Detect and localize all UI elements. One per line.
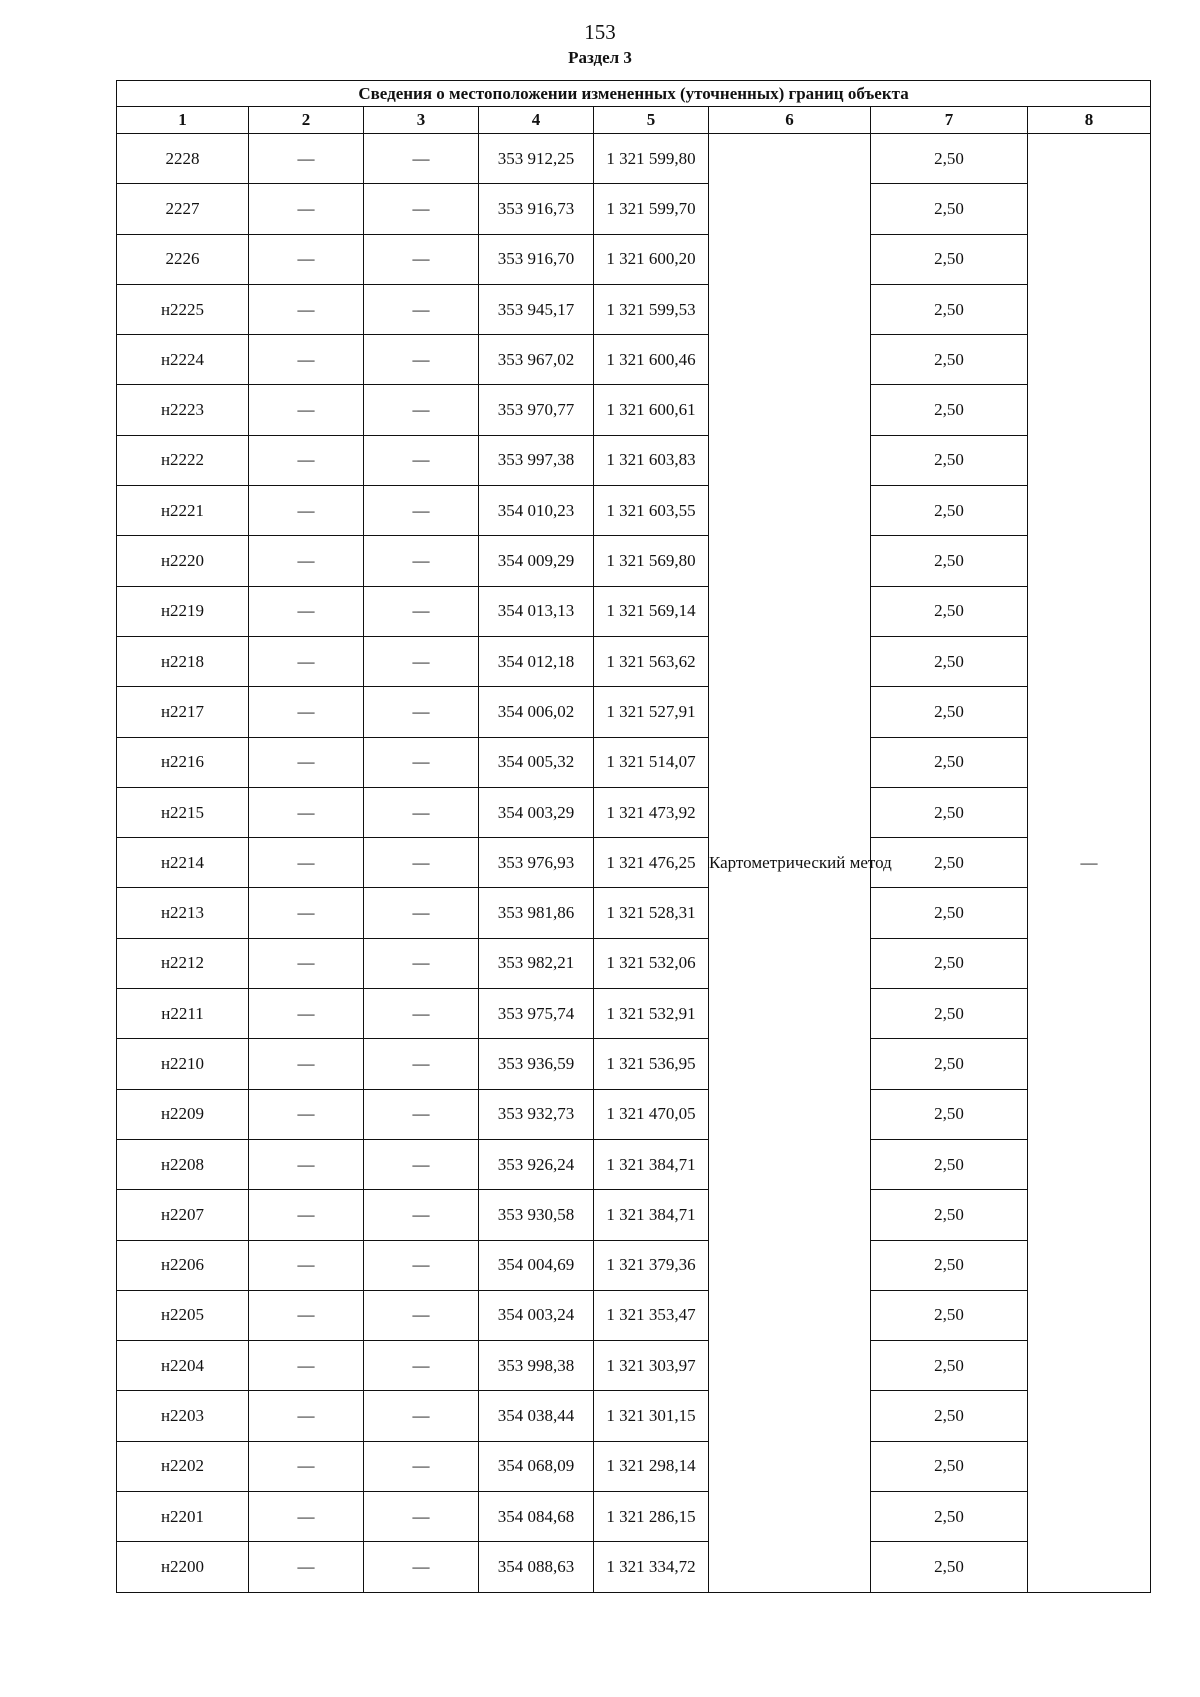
x-coordinate-cell: 354 003,29 — [479, 787, 594, 837]
point-number-cell: н2217 — [117, 687, 249, 737]
accuracy-cell: 2,50 — [871, 938, 1028, 988]
table-row — [117, 385, 1151, 435]
column-2-cell: — — [249, 335, 364, 385]
point-number-cell: 2228 — [117, 134, 249, 184]
point-number-cell: н2207 — [117, 1190, 249, 1240]
column-header-6: 6 — [709, 107, 871, 134]
accuracy-cell: 2,50 — [871, 1341, 1028, 1391]
accuracy-cell: 2,50 — [871, 335, 1028, 385]
column-3-cell: — — [364, 536, 479, 586]
column-header-5: 5 — [594, 107, 709, 134]
point-number-cell: н2224 — [117, 335, 249, 385]
point-number-cell: н2223 — [117, 385, 249, 435]
column-2-cell: — — [249, 486, 364, 536]
table-row — [117, 284, 1151, 334]
y-coordinate-cell: 1 321 600,61 — [594, 385, 709, 435]
column-3-cell: — — [364, 1391, 479, 1441]
table-row — [117, 486, 1151, 536]
y-coordinate-cell: 1 321 334,72 — [594, 1542, 709, 1592]
column-3-cell: — — [364, 838, 479, 888]
accuracy-cell: 2,50 — [871, 989, 1028, 1039]
table-row — [117, 134, 1151, 184]
point-number-cell: н2208 — [117, 1139, 249, 1189]
table-row — [117, 1441, 1151, 1491]
column-3-cell: — — [364, 737, 479, 787]
column-2-cell: — — [249, 1139, 364, 1189]
point-number-cell: н2213 — [117, 888, 249, 938]
column-2-cell: — — [249, 134, 364, 184]
accuracy-cell: 2,50 — [871, 838, 1028, 888]
y-coordinate-cell: 1 321 470,05 — [594, 1089, 709, 1139]
accuracy-cell: 2,50 — [871, 1492, 1028, 1542]
table-row — [117, 184, 1151, 234]
table-row — [117, 234, 1151, 284]
y-coordinate-cell: 1 321 353,47 — [594, 1290, 709, 1340]
x-coordinate-cell: 354 010,23 — [479, 486, 594, 536]
y-coordinate-cell: 1 321 600,46 — [594, 335, 709, 385]
point-number-cell: н2201 — [117, 1492, 249, 1542]
column-8-cell: — — [1028, 134, 1151, 1593]
y-coordinate-cell: 1 321 599,80 — [594, 134, 709, 184]
y-coordinate-cell: 1 321 514,07 — [594, 737, 709, 787]
table-row — [117, 1240, 1151, 1290]
column-3-cell: — — [364, 586, 479, 636]
table-row — [117, 636, 1151, 686]
column-3-cell: — — [364, 989, 479, 1039]
table-row — [117, 989, 1151, 1039]
point-number-cell: н2209 — [117, 1089, 249, 1139]
table-row — [117, 335, 1151, 385]
accuracy-cell: 2,50 — [871, 1139, 1028, 1189]
point-number-cell: н2215 — [117, 787, 249, 837]
column-3-cell: — — [364, 385, 479, 435]
y-coordinate-cell: 1 321 599,70 — [594, 184, 709, 234]
table-row — [117, 586, 1151, 636]
table-row — [117, 787, 1151, 837]
accuracy-cell: 2,50 — [871, 1290, 1028, 1340]
accuracy-cell: 2,50 — [871, 787, 1028, 837]
column-2-cell: — — [249, 1391, 364, 1441]
accuracy-cell: 2,50 — [871, 134, 1028, 184]
column-3-cell: — — [364, 787, 479, 837]
x-coordinate-cell: 353 975,74 — [479, 989, 594, 1039]
accuracy-cell: 2,50 — [871, 1542, 1028, 1592]
point-number-cell: н2216 — [117, 737, 249, 787]
accuracy-cell: 2,50 — [871, 1039, 1028, 1089]
x-coordinate-cell: 353 916,73 — [479, 184, 594, 234]
accuracy-cell: 2,50 — [871, 284, 1028, 334]
column-2-cell: — — [249, 838, 364, 888]
x-coordinate-cell: 353 981,86 — [479, 888, 594, 938]
point-number-cell: 2226 — [117, 234, 249, 284]
column-header-8: 8 — [1028, 107, 1151, 134]
column-2-cell: — — [249, 284, 364, 334]
table-row — [117, 1039, 1151, 1089]
table-body — [117, 134, 1151, 1593]
x-coordinate-cell: 353 912,25 — [479, 134, 594, 184]
accuracy-cell: 2,50 — [871, 1240, 1028, 1290]
y-coordinate-cell: 1 321 301,15 — [594, 1391, 709, 1441]
point-number-cell: н2202 — [117, 1441, 249, 1491]
column-2-cell: — — [249, 1190, 364, 1240]
column-number-row — [117, 107, 1151, 134]
table-title: Сведения о местоположении измененных (уточненных) границ объекта — [117, 81, 1151, 107]
accuracy-cell: 2,50 — [871, 385, 1028, 435]
y-coordinate-cell: 1 321 473,92 — [594, 787, 709, 837]
accuracy-cell: 2,50 — [871, 435, 1028, 485]
column-2-cell: — — [249, 888, 364, 938]
x-coordinate-cell: 354 068,09 — [479, 1441, 594, 1491]
column-2-cell: — — [249, 385, 364, 435]
column-2-cell: — — [249, 1290, 364, 1340]
column-3-cell: — — [364, 1492, 479, 1542]
point-number-cell: н2205 — [117, 1290, 249, 1340]
boundary-coordinates-table — [116, 80, 1151, 1593]
column-2-cell: — — [249, 1492, 364, 1542]
point-number-cell: н2225 — [117, 284, 249, 334]
y-coordinate-cell: 1 321 528,31 — [594, 888, 709, 938]
y-coordinate-cell: 1 321 600,20 — [594, 234, 709, 284]
x-coordinate-cell: 353 970,77 — [479, 385, 594, 435]
table-row — [117, 1542, 1151, 1592]
column-2-cell: — — [249, 1089, 364, 1139]
column-header-7: 7 — [871, 107, 1028, 134]
accuracy-cell: 2,50 — [871, 888, 1028, 938]
column-3-cell: — — [364, 1542, 479, 1592]
point-number-cell: н2206 — [117, 1240, 249, 1290]
column-2-cell: — — [249, 737, 364, 787]
y-coordinate-cell: 1 321 569,80 — [594, 536, 709, 586]
column-2-cell: — — [249, 184, 364, 234]
point-number-cell: н2210 — [117, 1039, 249, 1089]
table-row — [117, 1190, 1151, 1240]
point-number-cell: н2218 — [117, 636, 249, 686]
point-number-cell: н2204 — [117, 1341, 249, 1391]
accuracy-cell: 2,50 — [871, 1441, 1028, 1491]
column-2-cell: — — [249, 636, 364, 686]
table-row — [117, 1290, 1151, 1340]
column-3-cell: — — [364, 1039, 479, 1089]
table-row — [117, 1089, 1151, 1139]
column-header-1: 1 — [117, 107, 249, 134]
y-coordinate-cell: 1 321 532,06 — [594, 938, 709, 988]
column-2-cell: — — [249, 787, 364, 837]
column-3-cell: — — [364, 1190, 479, 1240]
x-coordinate-cell: 354 009,29 — [479, 536, 594, 586]
x-coordinate-cell: 353 982,21 — [479, 938, 594, 988]
column-2-cell: — — [249, 1240, 364, 1290]
x-coordinate-cell: 354 013,13 — [479, 586, 594, 636]
x-coordinate-cell: 353 916,70 — [479, 234, 594, 284]
column-3-cell: — — [364, 687, 479, 737]
column-2-cell: — — [249, 234, 364, 284]
x-coordinate-cell: 354 005,32 — [479, 737, 594, 787]
x-coordinate-cell: 353 967,02 — [479, 335, 594, 385]
accuracy-cell: 2,50 — [871, 184, 1028, 234]
x-coordinate-cell: 354 003,24 — [479, 1290, 594, 1340]
y-coordinate-cell: 1 321 286,15 — [594, 1492, 709, 1542]
y-coordinate-cell: 1 321 532,91 — [594, 989, 709, 1039]
accuracy-cell: 2,50 — [871, 636, 1028, 686]
point-number-cell: н2214 — [117, 838, 249, 888]
accuracy-cell: 2,50 — [871, 536, 1028, 586]
column-3-cell: — — [364, 636, 479, 686]
column-3-cell: — — [364, 184, 479, 234]
table-row — [117, 888, 1151, 938]
x-coordinate-cell: 353 932,73 — [479, 1089, 594, 1139]
page-number: 153 — [584, 20, 616, 44]
point-number-cell: н2219 — [117, 586, 249, 636]
column-3-cell: — — [364, 284, 479, 334]
x-coordinate-cell: 354 088,63 — [479, 1542, 594, 1592]
section-title: Раздел 3 — [568, 48, 632, 67]
column-3-cell: — — [364, 1290, 479, 1340]
x-coordinate-cell: 354 084,68 — [479, 1492, 594, 1542]
column-3-cell: — — [364, 134, 479, 184]
x-coordinate-cell: 353 930,58 — [479, 1190, 594, 1240]
x-coordinate-cell: 354 004,69 — [479, 1240, 594, 1290]
table-row — [117, 1391, 1151, 1441]
column-header-4: 4 — [479, 107, 594, 134]
x-coordinate-cell: 353 998,38 — [479, 1341, 594, 1391]
point-number-cell: н2221 — [117, 486, 249, 536]
y-coordinate-cell: 1 321 603,55 — [594, 486, 709, 536]
column-header-3: 3 — [364, 107, 479, 134]
method-cell: Картометрический метод — [709, 134, 871, 1593]
y-coordinate-cell: 1 321 298,14 — [594, 1441, 709, 1491]
point-number-cell: н2211 — [117, 989, 249, 1039]
accuracy-cell: 2,50 — [871, 586, 1028, 636]
accuracy-cell: 2,50 — [871, 687, 1028, 737]
column-3-cell: — — [364, 888, 479, 938]
y-coordinate-cell: 1 321 303,97 — [594, 1341, 709, 1391]
y-coordinate-cell: 1 321 569,14 — [594, 586, 709, 636]
x-coordinate-cell: 353 936,59 — [479, 1039, 594, 1089]
point-number-cell: н2203 — [117, 1391, 249, 1441]
y-coordinate-cell: 1 321 384,71 — [594, 1139, 709, 1189]
y-coordinate-cell: 1 321 379,36 — [594, 1240, 709, 1290]
accuracy-cell: 2,50 — [871, 1190, 1028, 1240]
accuracy-cell: 2,50 — [871, 486, 1028, 536]
x-coordinate-cell: 354 038,44 — [479, 1391, 594, 1441]
x-coordinate-cell: 354 006,02 — [479, 687, 594, 737]
column-2-cell: — — [249, 435, 364, 485]
x-coordinate-cell: 353 945,17 — [479, 284, 594, 334]
point-number-cell: н2200 — [117, 1542, 249, 1592]
table-row — [117, 737, 1151, 787]
y-coordinate-cell: 1 321 603,83 — [594, 435, 709, 485]
y-coordinate-cell: 1 321 536,95 — [594, 1039, 709, 1089]
column-3-cell: — — [364, 1089, 479, 1139]
table-row — [117, 435, 1151, 485]
column-3-cell: — — [364, 335, 479, 385]
column-2-cell: — — [249, 938, 364, 988]
column-2-cell: — — [249, 536, 364, 586]
y-coordinate-cell: 1 321 527,91 — [594, 687, 709, 737]
column-3-cell: — — [364, 1341, 479, 1391]
x-coordinate-cell: 353 976,93 — [479, 838, 594, 888]
point-number-cell: 2227 — [117, 184, 249, 234]
column-3-cell: — — [364, 234, 479, 284]
column-3-cell: — — [364, 435, 479, 485]
column-2-cell: — — [249, 1039, 364, 1089]
table-row — [117, 838, 1151, 888]
table-row — [117, 1492, 1151, 1542]
column-3-cell: — — [364, 1139, 479, 1189]
column-2-cell: — — [249, 1341, 364, 1391]
y-coordinate-cell: 1 321 476,25 — [594, 838, 709, 888]
column-2-cell: — — [249, 989, 364, 1039]
accuracy-cell: 2,50 — [871, 234, 1028, 284]
x-coordinate-cell: 354 012,18 — [479, 636, 594, 686]
table-row — [117, 536, 1151, 586]
table-row — [117, 1341, 1151, 1391]
x-coordinate-cell: 353 997,38 — [479, 435, 594, 485]
table-row — [117, 938, 1151, 988]
column-3-cell: — — [364, 1441, 479, 1491]
accuracy-cell: 2,50 — [871, 1089, 1028, 1139]
point-number-cell: н2222 — [117, 435, 249, 485]
column-header-2: 2 — [249, 107, 364, 134]
column-2-cell: — — [249, 687, 364, 737]
column-2-cell: — — [249, 1441, 364, 1491]
accuracy-cell: 2,50 — [871, 737, 1028, 787]
y-coordinate-cell: 1 321 384,71 — [594, 1190, 709, 1240]
column-3-cell: — — [364, 1240, 479, 1290]
column-3-cell: — — [364, 486, 479, 536]
column-3-cell: — — [364, 938, 479, 988]
point-number-cell: н2212 — [117, 938, 249, 988]
x-coordinate-cell: 353 926,24 — [479, 1139, 594, 1189]
point-number-cell: н2220 — [117, 536, 249, 586]
accuracy-cell: 2,50 — [871, 1391, 1028, 1441]
table-row — [117, 1139, 1151, 1189]
y-coordinate-cell: 1 321 599,53 — [594, 284, 709, 334]
column-2-cell: — — [249, 586, 364, 636]
column-2-cell: — — [249, 1542, 364, 1592]
y-coordinate-cell: 1 321 563,62 — [594, 636, 709, 686]
table-row — [117, 687, 1151, 737]
